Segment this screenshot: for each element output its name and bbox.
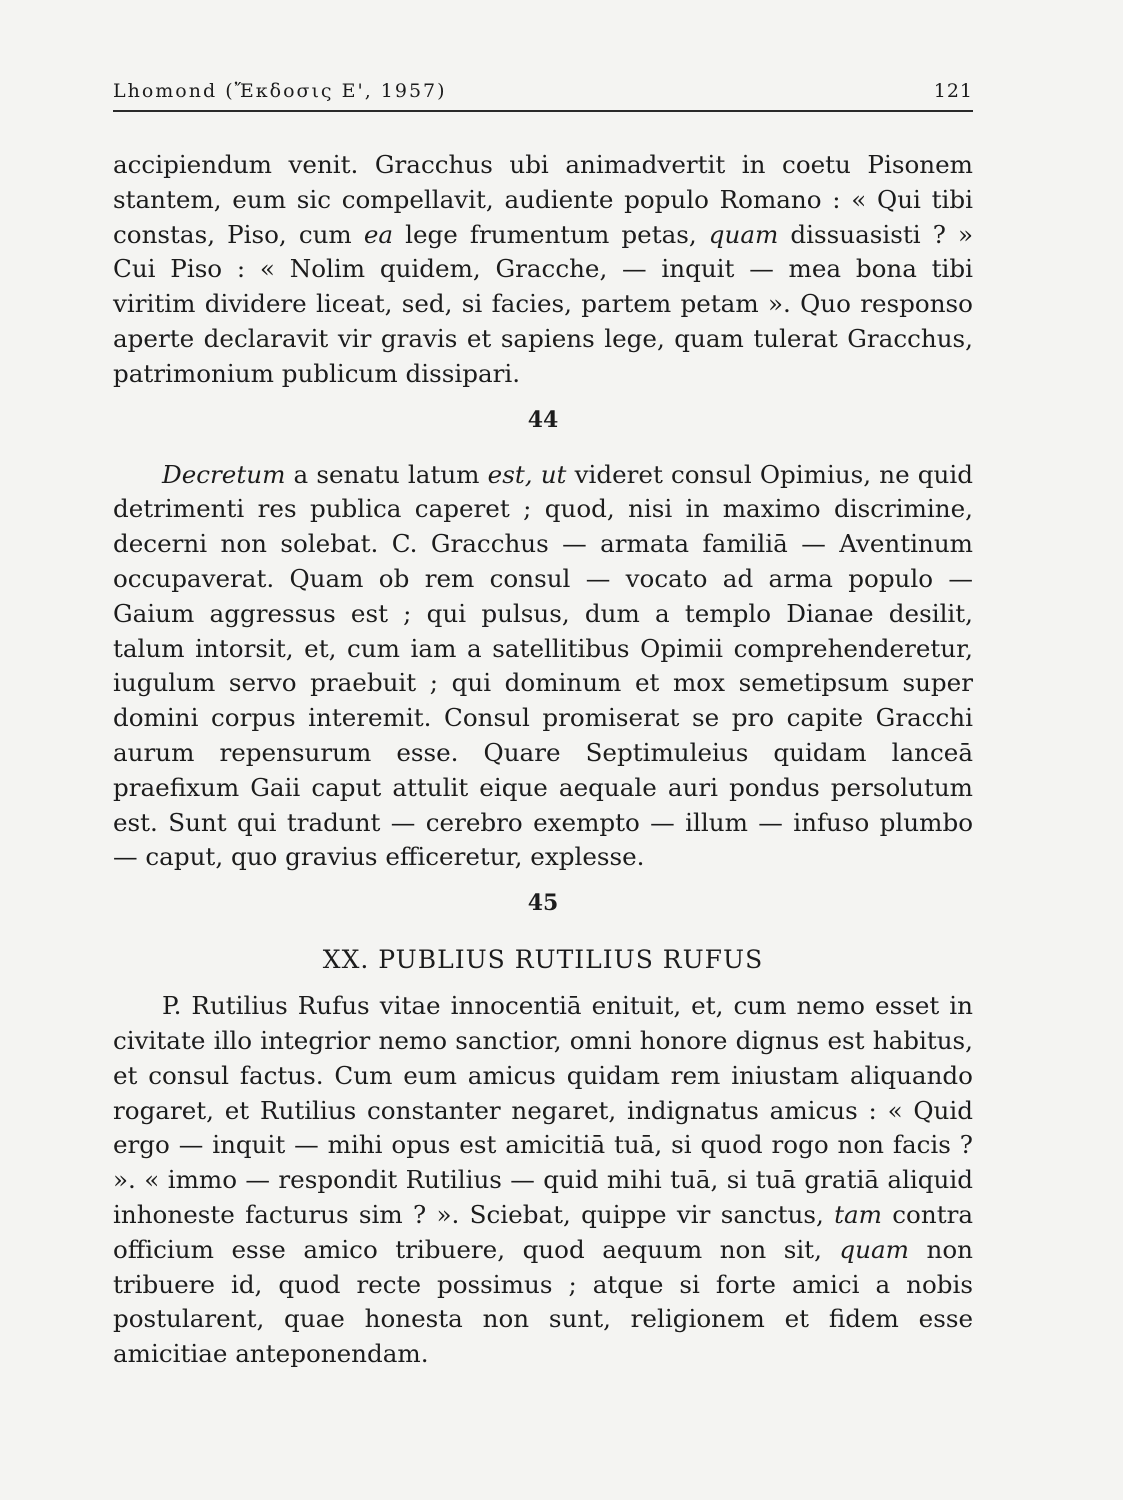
section-number-44: 44 <box>527 406 559 433</box>
section-number-45: 45 <box>527 890 559 917</box>
page-number: 121 <box>933 80 973 102</box>
page-body <box>113 148 973 1372</box>
page-header <box>113 80 973 112</box>
paragraph-continuation: accipiendum venit. Gracchus ubi animadvertit in coetu Pisonem stantem, eum sic compellavit, audiente populo Romano : « Qui tibi constas, Piso, cum ea lege frumentum petas, quam dissuasisti ? » Cui Piso : « Nolim quidem, Gracche, — inquit — mea bona tibi viritim dividere liceat, sed, si facies, partem petam ». Quo responso aperte declaravit vir gravis et sapiens lege, quam tulerat Gracchus, patrimonium publicum dissipari. <box>113 150 974 388</box>
paragraph-section-44: Decretum a senatu latum est, ut videret consul Opimius, ne quid detrimenti res publica caperet ; quod, nisi in maximo discrimine, decerni non solebat. C. Gracchus — armata familiā — Aventinum occupaverat. Quam ob rem consul — vocato ad arma populo — Gaium aggressus est ; qui pulsus, dum a templo Dianae desilit, talum intorsit, et, cum iam a satellitibus Opimii comprehenderetur, iugulum servo praebuit ; qui dominum et mox semetipsum super domini corpus interemit. Consul promiserat se pro capite Gracchi aurum repensurum esse. Quare Septimuleius quidam lanceā praefixum Gaii caput attulit eique aequale auri pondus persolutum est. Sunt qui tradunt — cerebro exempto — illum — infuso plumbo — caput, quo gravius efficeretur, explesse. <box>113 459 973 872</box>
paragraph-section-45: P. Rutilius Rufus vitae innocentiā enituit, et, cum nemo esset in civitate illo integrior nemo sanctior, omni honore dignus est habitus, et consul factus. Cum eum amicus quidam rem iniustam aliquando rogaret, et Rutilius constanter negaret, indignatus amicus : « Quid ergo — inquit — mihi opus est amicitiā tuā, si quod rogo non facis ? ». « immo — respondit Rutilius — quid mihi tuā, si tuā gratiā aliquid inhoneste facturus sim ? ». Sciebat, quippe vir sanctus, tam contra officium esse amico tribuere, quod aequum non sit, quam non tribuere id, quod recte possimus ; atque si forte amici a nobis postularent, quae honesta non sunt, religionem et fidem esse amicitiae anteponendam. <box>113 991 973 1369</box>
chapter-title: XX. PUBLIUS RUTILIUS RUFUS <box>322 945 764 975</box>
running-title: Lhomond (Ἔκδοσις Ε', 1957) <box>113 80 447 102</box>
